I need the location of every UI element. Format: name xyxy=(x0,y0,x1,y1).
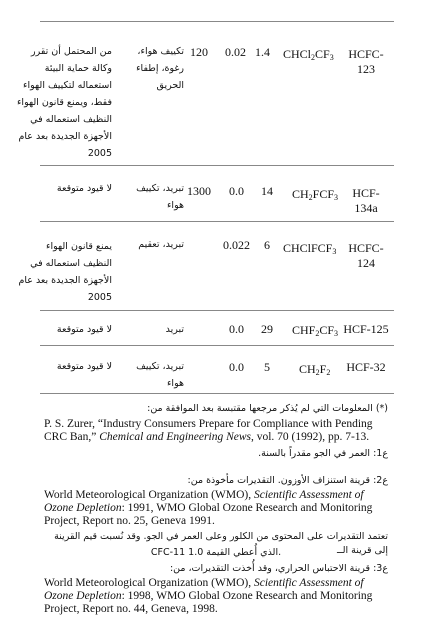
chemical-formula: $CH_2F_2$ xyxy=(299,362,331,377)
ozone-depletion-potential: 0.0 xyxy=(229,184,244,198)
footnote-2-extra-1: تعتمد التقديرات على المحتوى من الكلور وعلى العمر في الجو. وقد نُسبت قيم القرينة إلى قرينة الــ xyxy=(54,531,388,556)
atmospheric-lifetime: 5 xyxy=(264,360,270,374)
chemical-formula: $CHF_2CF_3$ xyxy=(292,323,339,338)
row-divider xyxy=(40,221,394,222)
global-warming-potential: 120 xyxy=(190,45,208,59)
regulation-cell: من المحتمل أن تقرر وكالة حماية البيئة استعماله لتكييف الهواء فقط، ويمنع قانون الهواء النظيف استعماله في الأجهزة الجديدة بعد عام 2005 xyxy=(16,46,112,159)
global-warming-potential: 1300 xyxy=(187,184,211,198)
source-reference: P. S. Zurer, “Industry Consumers Prepare for Compliance with Pending CRC Ban,” Chemical and Engineering News, vol. 70 (1992), pp. 7-13. xyxy=(44,418,373,443)
ozone-depletion-potential: 0.022 xyxy=(223,238,250,252)
ozone-depletion-potential: 0.02 xyxy=(225,45,246,59)
row-divider xyxy=(40,345,394,346)
footnote-3-reference: World Meteorological Organization (WMO), Scientific Assessment of Ozone Depletion: 1998, WMO Global Ozone Research and Monitoring Project, Report no. 44, Geneva, 1998. xyxy=(44,577,373,615)
regulation-cell: لا قيود متوقعة xyxy=(56,361,112,372)
footnote-2: ع2: قرينة استنزاف الأوزون. التقديرات مأخوذة من: xyxy=(187,475,388,486)
ozone-depletion-potential: 0.0 xyxy=(229,322,244,336)
compound-name: HCF-125 xyxy=(343,322,389,336)
footnote-3: ع3: قرينة الاحتباس الحراري، وقد أُخذت التقديرات، من: xyxy=(169,563,388,574)
chemical-formula: $CHCl_2CF_3$ xyxy=(283,47,334,62)
chemical-formula: CHClFCF$_3$ xyxy=(283,241,337,256)
source-note-intro: (*) المعلومات التي لم يُذكر مرجعها مقتبسة بعد الموافقة من: xyxy=(147,403,388,414)
regulation-cell: يمنع قانون الهواء النظيف استعماله في الأجهزة الجديدة بعد عام 2005 xyxy=(18,241,112,303)
uses-cell: تبريد، تعقيم xyxy=(138,239,184,250)
footnote-2-extra-2: CFC-11 الذي أُعطي القيمة 1.0. xyxy=(150,547,282,558)
atmospheric-lifetime: 1.4 xyxy=(255,45,270,59)
uses-cell: تكييف هواء، رغوة، إطفاء الحريق xyxy=(136,46,184,91)
regulation-cell: لا قيود متوقعة xyxy=(56,183,112,194)
footnote-1: ع1: العمر في الجو مقدراً بالسنة. xyxy=(258,448,388,459)
regulation-cell: لا قيود متوقعة xyxy=(56,324,112,335)
compound-name-line: 123 xyxy=(357,62,375,76)
atmospheric-lifetime: 6 xyxy=(264,238,270,252)
atmospheric-lifetime: 14 xyxy=(261,184,273,198)
footnote-2-reference: World Meteorological Organization (WMO), Scientific Assessment of Ozone Depletion: 1991, WMO Global Ozone Research and Monitoring Project, Report no. 25, Geneva 1991. xyxy=(44,489,373,527)
compound-name: HCF-32 xyxy=(346,360,386,374)
table-top-rule xyxy=(40,21,394,22)
compound-name: HCFC- 124 xyxy=(348,241,384,270)
compound-name-line: HCFC- xyxy=(348,47,384,61)
chemical-formula: $CH_2FCF_3$ xyxy=(292,187,339,202)
uses-cell: تبريد، تكييف هواء xyxy=(136,183,184,211)
table-bottom-rule xyxy=(40,393,394,394)
compound-name xyxy=(338,47,394,77)
uses-cell: تبريد xyxy=(165,324,184,335)
compound-name: HCF- 134a xyxy=(352,186,380,215)
atmospheric-lifetime: 29 xyxy=(261,322,273,336)
uses-cell: تبريد، تكييف هواء xyxy=(136,361,184,389)
row-divider xyxy=(40,165,394,166)
row-divider xyxy=(40,310,394,311)
ozone-depletion-potential: 0.0 xyxy=(229,360,244,374)
